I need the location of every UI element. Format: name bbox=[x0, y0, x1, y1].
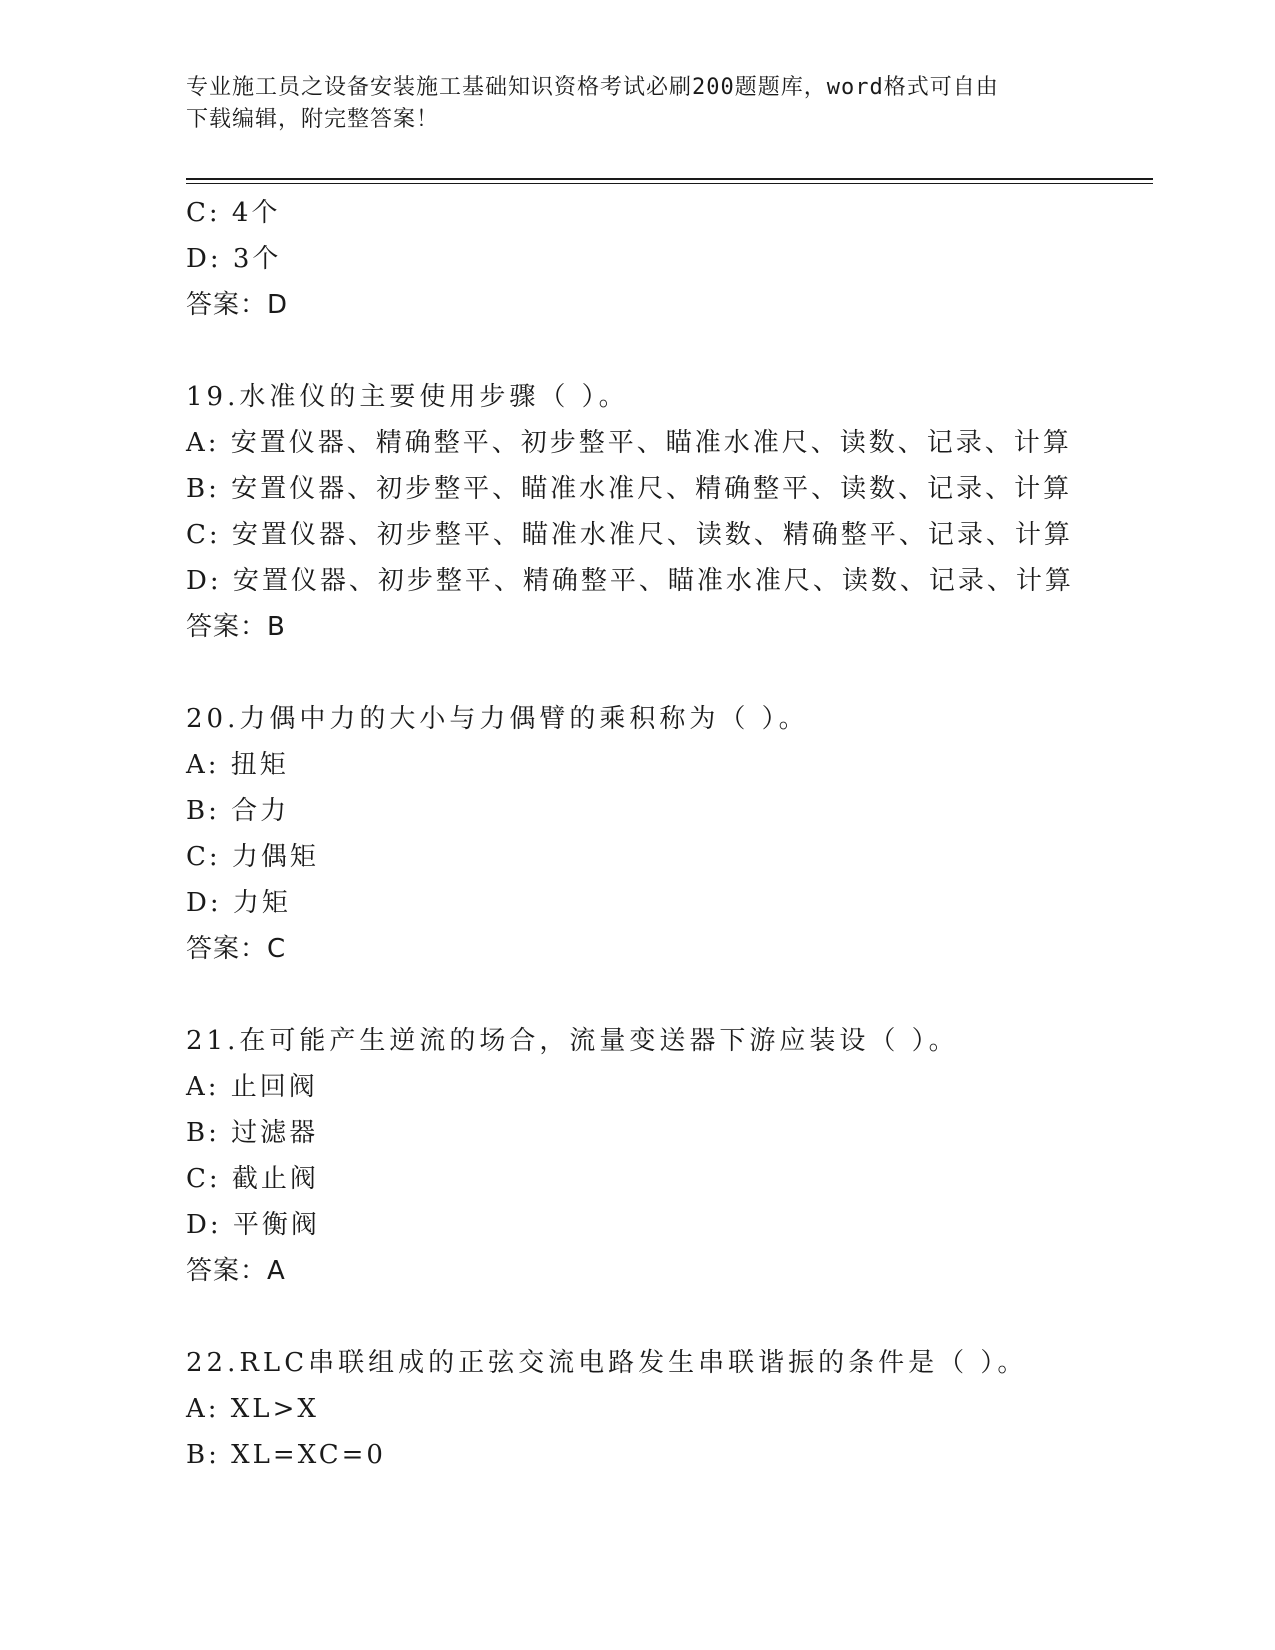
option-c: C: 4个 bbox=[186, 198, 281, 228]
header-line-1: 专业施工员之设备安装施工基础知识资格考试必刷200题题库，word格式可自由 bbox=[186, 75, 999, 100]
option-b: B: XL=XC=0 bbox=[186, 1440, 386, 1470]
spacer bbox=[186, 1294, 1146, 1340]
question-block-20 bbox=[186, 696, 1146, 972]
option-b: B: 过滤器 bbox=[186, 1118, 319, 1148]
question-list bbox=[186, 190, 1146, 1478]
option-a: A: XL>X bbox=[186, 1394, 319, 1424]
option-a: A: 扭矩 bbox=[186, 750, 289, 780]
header-divider-thick bbox=[186, 178, 1153, 180]
option-c: C: 力偶矩 bbox=[186, 842, 319, 872]
document-header bbox=[186, 72, 1076, 136]
answer-text: 答案：C bbox=[186, 934, 287, 964]
answer-text: 答案：A bbox=[186, 1256, 286, 1286]
option-d: D: 力矩 bbox=[186, 888, 291, 918]
option-d: D: 平衡阀 bbox=[186, 1210, 320, 1240]
spacer bbox=[186, 650, 1146, 696]
header-line-2: 下载编辑，附完整答案！ bbox=[186, 107, 440, 132]
option-a: A: 安置仪器、精确整平、初步整平、瞄准水准尺、读数、记录、计算 bbox=[186, 428, 1072, 458]
question-block-21 bbox=[186, 1018, 1146, 1294]
option-c: C: 截止阀 bbox=[186, 1164, 319, 1194]
question-block-19 bbox=[186, 374, 1146, 650]
option-d: D: 3个 bbox=[186, 244, 282, 274]
question-text: 19.水准仪的主要使用步骤（ ）。 bbox=[186, 382, 629, 412]
question-text: 22.RLC串联组成的正弦交流电路发生串联谐振的条件是（ ）。 bbox=[186, 1348, 1028, 1378]
question-text: 21.在可能产生逆流的场合，流量变送器下游应装设（ ）。 bbox=[186, 1026, 959, 1056]
question-text: 20.力偶中力的大小与力偶臂的乘积称为（ ）。 bbox=[186, 704, 809, 734]
question-block-18 bbox=[186, 190, 1146, 328]
header-divider-thin bbox=[186, 183, 1153, 184]
option-b: B: 合力 bbox=[186, 796, 290, 826]
option-d: D: 安置仪器、初步整平、精确整平、瞄准水准尺、读数、记录、计算 bbox=[186, 566, 1074, 596]
spacer bbox=[186, 972, 1146, 1018]
answer-text: 答案：D bbox=[186, 290, 289, 320]
option-c: C: 安置仪器、初步整平、瞄准水准尺、读数、精确整平、记录、计算 bbox=[186, 520, 1073, 550]
answer-text: 答案：B bbox=[186, 612, 286, 642]
spacer bbox=[186, 328, 1146, 374]
question-block-22 bbox=[186, 1340, 1146, 1478]
option-a: A: 止回阀 bbox=[186, 1072, 318, 1102]
option-b: B: 安置仪器、初步整平、瞄准水准尺、精确整平、读数、记录、计算 bbox=[186, 474, 1073, 504]
